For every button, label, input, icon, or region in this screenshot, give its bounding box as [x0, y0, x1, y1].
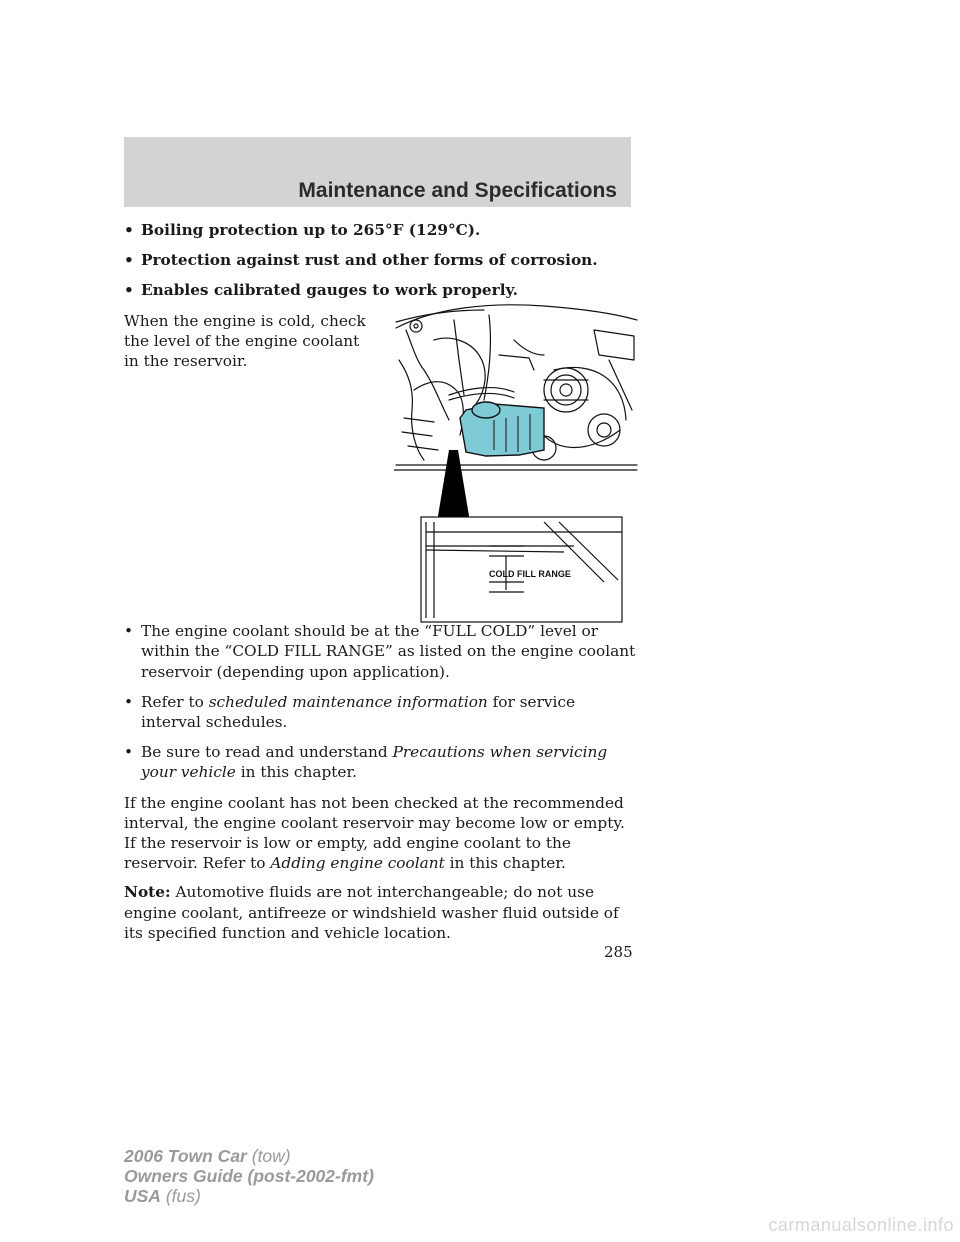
note-paragraph — [124, 882, 636, 943]
reference-link-text: scheduled maintenance information — [208, 692, 488, 711]
coolant-reservoir-illustration — [394, 300, 638, 625]
footer-line-1 — [124, 1146, 374, 1166]
reference-link-text: Precautions when servicing your vehicle — [141, 743, 608, 782]
note-label: Note: — [124, 883, 171, 902]
footer-market: USA — [124, 1186, 161, 1206]
bold-bullet-item — [124, 220, 636, 240]
bullet-item — [124, 742, 636, 782]
paragraph-text: in this chapter. — [444, 854, 566, 873]
watermark: carmanualsonline.info — [768, 1215, 954, 1235]
footer-line-2: Owners Guide (post-2002-fmt) — [124, 1166, 374, 1186]
bullet-dot: • — [124, 622, 134, 641]
footer-line-3 — [124, 1186, 374, 1206]
paragraph-text: If the engine coolant has not been checked at the recommended interval, the engine coolant reservoir may become low or empty. If the reservoir is low or empty, add engine coolant to the reservoir. Refer to — [124, 793, 625, 873]
intro-paragraph: When the engine is cold, check the level of the engine coolant in the reservoir. — [124, 311, 366, 371]
body-paragraph — [124, 793, 636, 874]
bullet-text: Refer to — [141, 692, 209, 711]
bold-bullet-text: Boiling protection up to 265°F (129°C). — [141, 221, 481, 239]
bullet-text: in this chapter. — [235, 763, 357, 782]
footer-market-code: (fus) — [160, 1186, 201, 1206]
bullet-text: for service interval schedules. — [141, 692, 576, 732]
bullet-dot: • — [124, 743, 134, 762]
reference-link-text: Adding engine coolant — [270, 854, 445, 873]
bullet-dot: • — [124, 221, 134, 239]
header-band — [124, 137, 631, 207]
cold-fill-range-label: COLD FILL RANGE — [489, 569, 571, 579]
note-text: Automotive fluids are not interchangeable; do not use engine coolant, antifreeze or windshield washer fluid outside of its specified function and vehicle location. — [124, 883, 619, 942]
pointer-arrow — [437, 450, 470, 522]
bullet-text: The engine coolant should be at the “FULL COLD” level or within the “COLD FILL RANGE” as listed on the engine coolant reservoir (depending upon application). — [141, 622, 636, 681]
footer-model-code: (tow) — [246, 1146, 291, 1166]
bold-bullet-text: Protection against rust and other forms of corrosion. — [141, 251, 598, 270]
bold-bullet-item — [124, 280, 636, 300]
bullet-text: Be sure to read and understand — [141, 743, 393, 762]
bold-bullet-text: Enables calibrated gauges to work properly. — [141, 281, 518, 300]
bullet-dot: • — [124, 692, 134, 711]
bullet-item — [124, 621, 636, 682]
footer — [124, 1146, 374, 1206]
engine-bay-illustration — [394, 300, 638, 625]
bold-bullet-item — [124, 250, 636, 270]
page-header-title: Maintenance and Specifications — [298, 179, 617, 202]
bullet-dot: • — [124, 281, 134, 300]
page-number: 285 — [604, 943, 633, 961]
footer-model: 2006 Town Car — [124, 1146, 247, 1166]
bullet-item — [124, 692, 636, 732]
bullet-dot: • — [124, 251, 134, 270]
reservoir-cap — [472, 402, 500, 418]
